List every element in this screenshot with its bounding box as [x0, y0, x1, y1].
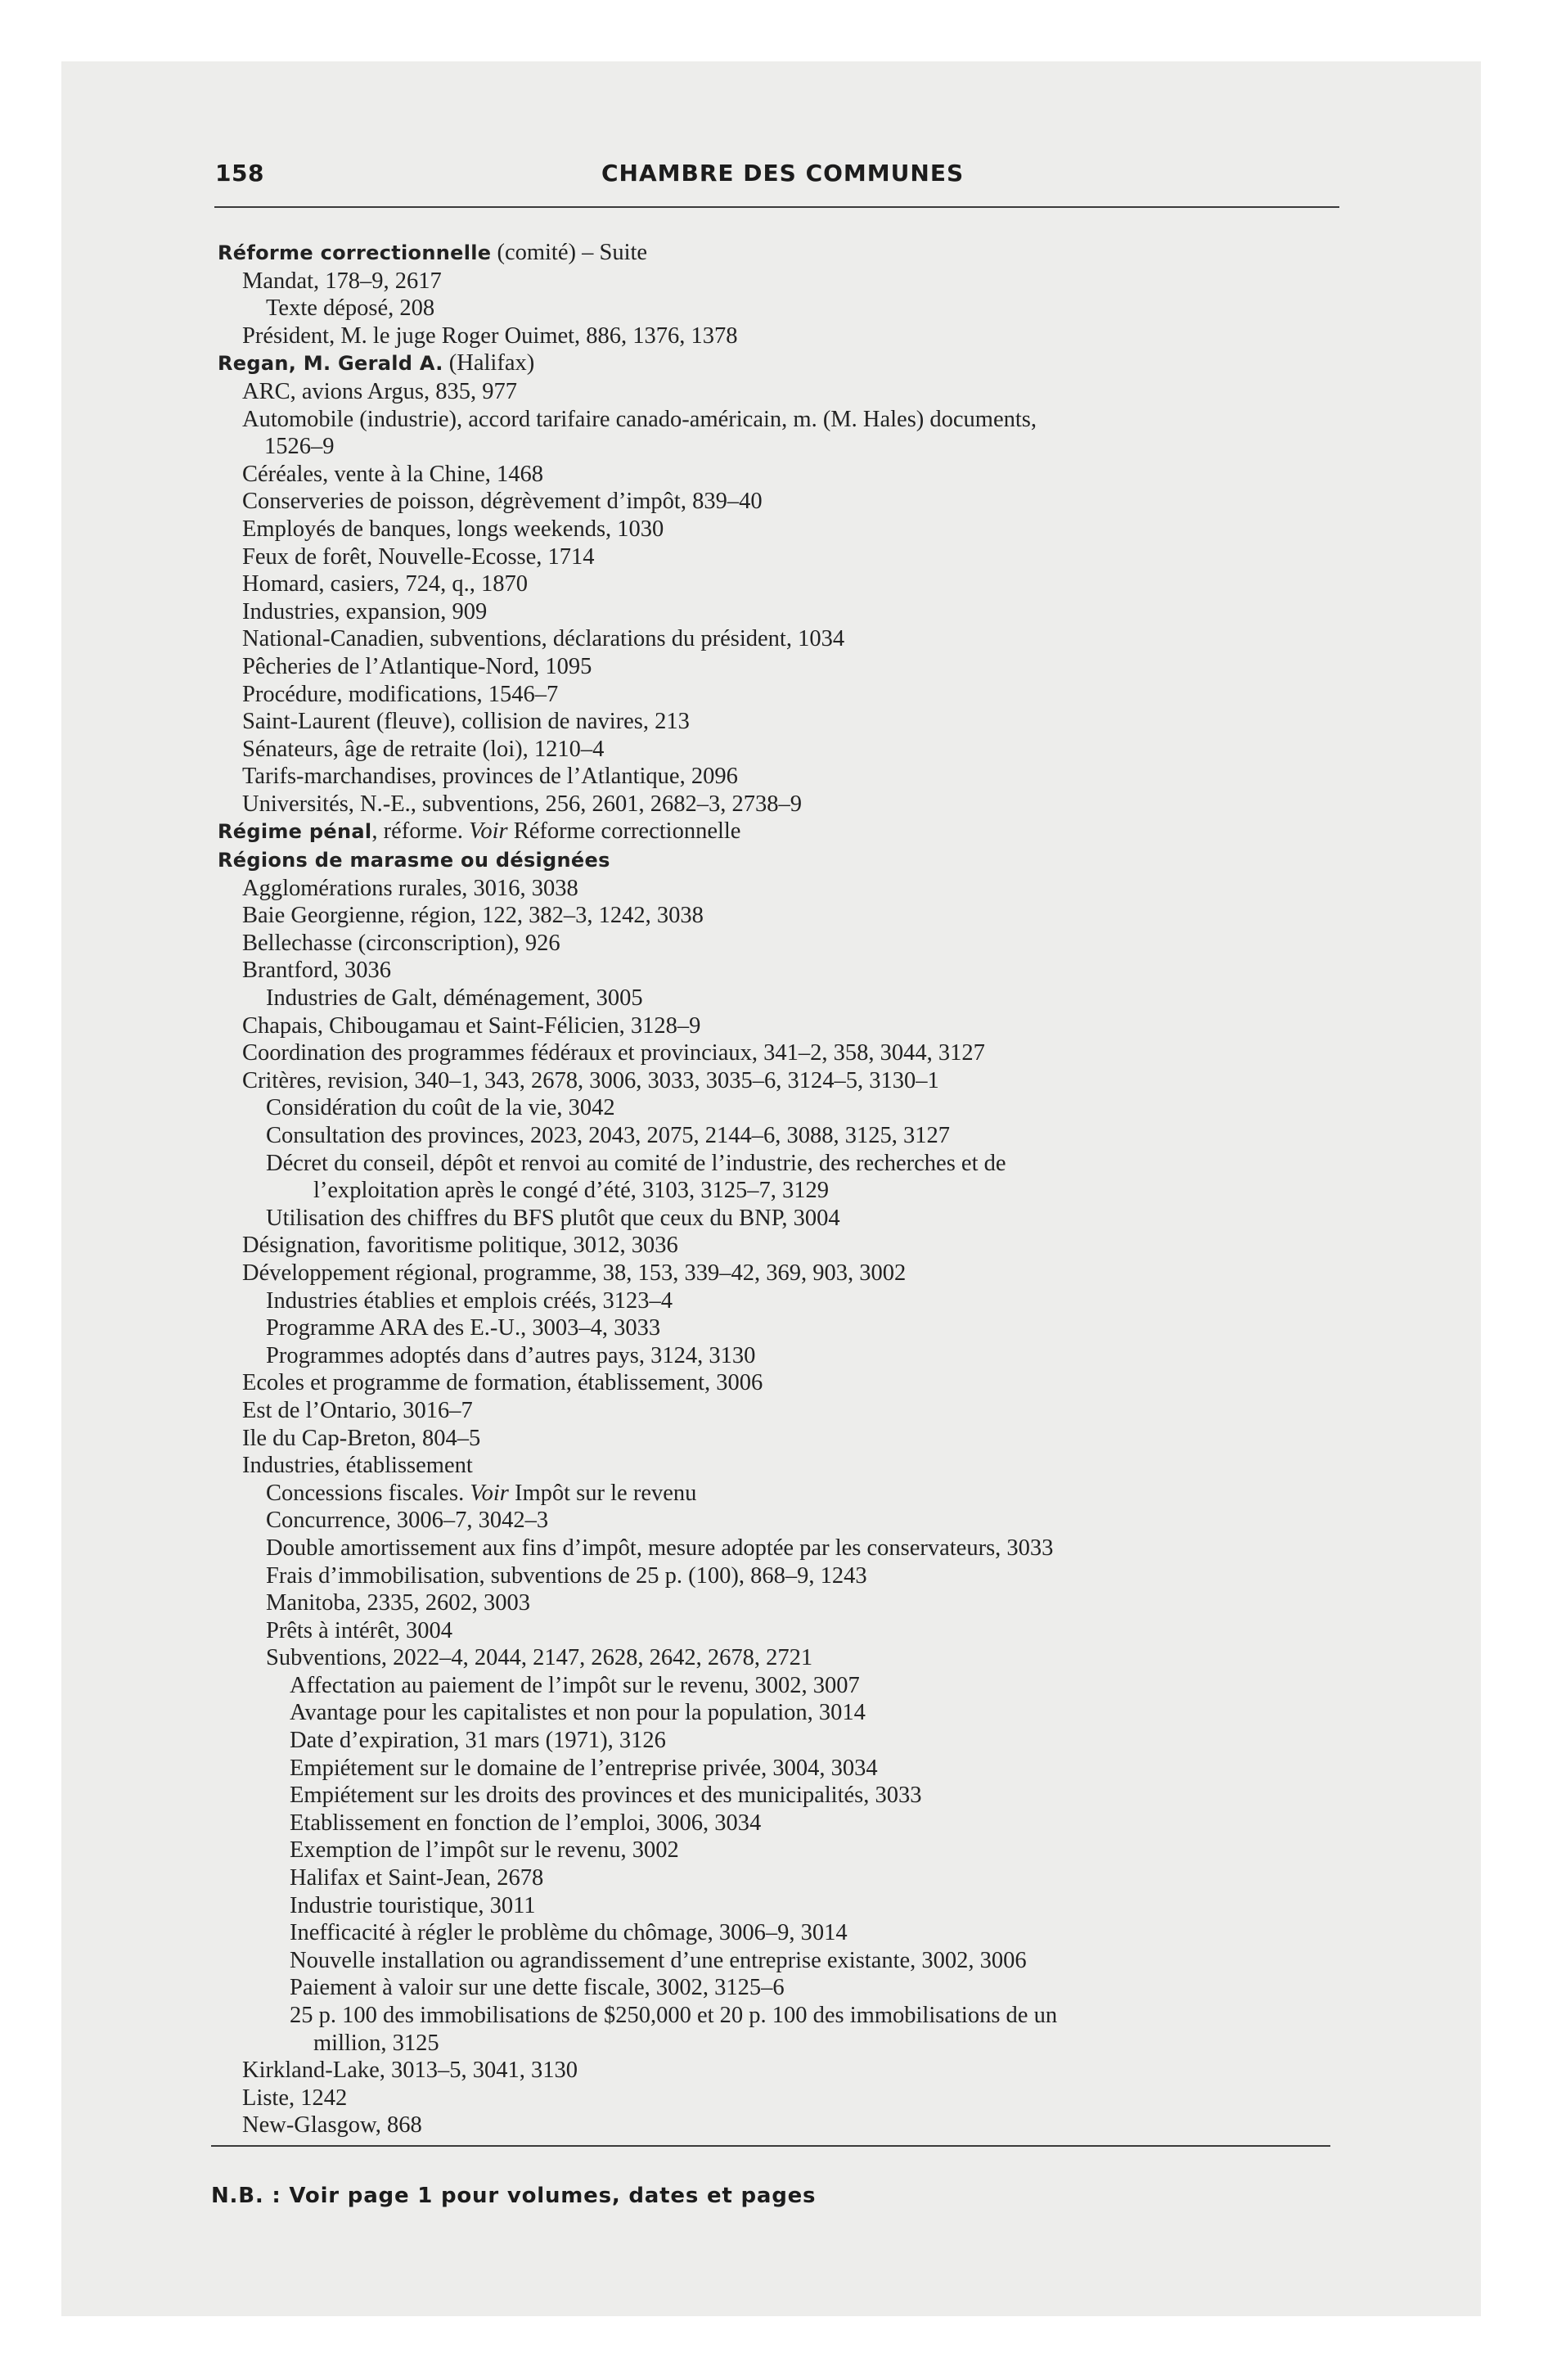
index-entry-text: (comité) – Suite — [491, 240, 648, 265]
index-subentry — [211, 1755, 1357, 1783]
index-entry-text: Inefficacité à régler le problème du chômage, 3006–9, 3014 — [290, 1920, 848, 1946]
index-subentry — [211, 516, 1357, 543]
index-subentry — [211, 1039, 1357, 1067]
index-subentry — [211, 1947, 1357, 1975]
index-heading-term: Réforme correctionnelle — [218, 241, 492, 264]
index-entry-text: Brantford, 3036 — [242, 958, 392, 984]
index-entry-text: Procédure, modifications, 1546–7 — [242, 681, 559, 707]
index-entry-text: Prêts à intérêt, 3004 — [266, 1617, 452, 1643]
index-entry-text: Développement régional, programme, 38, 153, 339–42, 369, 903, 3002 — [242, 1260, 907, 1286]
index-entry-text: Kirkland-Lake, 3013–5, 3041, 3130 — [242, 2058, 578, 2084]
index-entry-text: 1526–9 — [264, 434, 335, 460]
index-entry-text: ARC, avions Argus, 835, 977 — [242, 378, 517, 404]
index-subentry — [211, 433, 1357, 461]
index-subentry — [211, 378, 1357, 406]
index-entry-text: , réforme. — [371, 818, 470, 845]
index-entry-text: Ile du Cap-Breton, 804–5 — [242, 1425, 481, 1451]
index-subentry — [211, 543, 1357, 571]
index-subentry — [211, 1727, 1357, 1755]
index-entry-text: Universités, N.-E., subventions, 256, 2601, 2682–3, 2738–9 — [242, 791, 802, 817]
index-subentry — [211, 1535, 1357, 1562]
index-subentry — [211, 1425, 1357, 1453]
index-entry-text: Exemption de l’impôt sur le revenu, 3002 — [290, 1837, 679, 1864]
index-entry-text: million, 3125 — [313, 2030, 439, 2056]
index-subentry — [211, 1260, 1357, 1287]
index-entry-text: Pêcheries de l’Atlantique-Nord, 1095 — [242, 653, 592, 679]
index-entry-text: Homard, casiers, 724, q., 1870 — [242, 571, 529, 597]
index-subentry — [211, 681, 1357, 709]
index-subentry — [211, 1974, 1357, 2002]
index-subentry — [211, 653, 1357, 681]
index-entry-text: Baie Georgienne, région, 122, 382–3, 1242, 3038 — [242, 903, 704, 929]
index-entry-text: Président, M. le juge Roger Ouimet, 886, 1376, 1378 — [242, 322, 738, 349]
index-entry-text: New-Glasgow, 868 — [242, 2112, 422, 2139]
index-entry-text: Industrie touristique, 3011 — [290, 1892, 536, 1918]
index-entry-text: Critères, revision, 340–1, 343, 2678, 3006, 3033, 3035–6, 3124–5, 3130–1 — [242, 1067, 939, 1093]
page-number: 158 — [215, 160, 264, 187]
index-entry-text: Décret du conseil, dépôt et renvoi au comité de l’industrie, des recherches et de — [266, 1150, 1006, 1176]
index-subentry — [211, 1232, 1357, 1260]
index-subentry — [211, 708, 1357, 736]
index-subentry — [211, 295, 1357, 322]
index-entry-text: Double amortissement aux fins d’impôt, mesure adoptée par les conservateurs, 3033 — [266, 1535, 1054, 1561]
index-entry-text: Texte déposé, 208 — [266, 295, 435, 322]
index-subentry — [211, 598, 1357, 626]
index-entry-text: Consultation des provinces, 2023, 2043, 2075, 2144–6, 3088, 3125, 3127 — [266, 1123, 950, 1148]
index-subentry — [211, 2057, 1357, 2085]
index-subentry — [211, 1012, 1357, 1040]
index-entry-text: Empiétement sur les droits des provinces et des municipalités, 3033 — [290, 1783, 922, 1809]
index-entry-text: 25 p. 100 des immobilisations de $250,000 et 20 p. 100 des immobilisations de un — [290, 2003, 1058, 2028]
index-entry-text: Affectation au paiement de l’impôt sur le revenu, 3002, 3007 — [290, 1672, 860, 1698]
index-entry-text: Industries établies et emplois créés, 3123–4 — [266, 1287, 673, 1314]
index-entry-text: Est de l’Ontario, 3016–7 — [242, 1397, 473, 1423]
index-subentry — [211, 406, 1357, 434]
index-subentry — [211, 1919, 1357, 1947]
index-subentry — [211, 1150, 1357, 1178]
index-entry-text: Chapais, Chibougamau et Saint-Félicien, 3128–9 — [242, 1012, 701, 1039]
index-entry-text: l’exploitation après le congé d’été, 3103, 3125–7, 3129 — [313, 1178, 830, 1204]
index-subentry — [211, 570, 1357, 598]
index-subentry — [211, 736, 1357, 764]
index-entry-text: Manitoba, 2335, 2602, 3003 — [266, 1590, 530, 1616]
index-subentry — [211, 791, 1357, 818]
index-entry-text: Agglomérations rurales, 3016, 3038 — [242, 875, 578, 901]
footer-rule — [211, 2145, 1330, 2147]
index-subentry — [211, 1094, 1357, 1122]
index-subentry — [211, 1699, 1357, 1727]
index-subentry — [211, 2112, 1357, 2139]
index-subentry — [211, 1672, 1357, 1700]
index-subentry — [211, 1177, 1357, 1205]
index-entry-text: Feux de forêt, Nouvelle-Ecosse, 1714 — [242, 543, 595, 570]
page-title: CHAMBRE DES COMMUNES — [601, 160, 965, 187]
index-subentry — [211, 763, 1357, 791]
index-subentry — [211, 2085, 1357, 2112]
index-entry-text: Etablissement en fonction de l’emploi, 3006, 3034 — [290, 1810, 762, 1836]
index-heading-entry — [211, 846, 1357, 875]
index-entry-text: Nouvelle installation ou agrandissement d’une entreprise existante, 3002, 3006 — [290, 1947, 1027, 1973]
index-subentry — [211, 1810, 1357, 1837]
index-entries — [211, 239, 1357, 2139]
index-entry-text: Coordination des programmes fédéraux et provinciaux, 341–2, 358, 3044, 3127 — [242, 1040, 985, 1066]
index-subentry — [211, 488, 1357, 516]
index-entry-text: Date d’expiration, 31 mars (1971), 3126 — [290, 1728, 666, 1754]
index-entry-text: Céréales, vente à la Chine, 1468 — [242, 461, 543, 487]
index-subentry — [211, 1342, 1357, 1370]
index-subentry — [211, 957, 1357, 985]
index-entry-text: Sénateurs, âge de retraite (loi), 1210–4 — [242, 736, 605, 762]
index-entry-text: Empiétement sur le domaine de l’entreprise privée, 3004, 3034 — [290, 1755, 878, 1781]
index-heading-entry — [211, 818, 1357, 846]
index-subentry — [211, 1892, 1357, 1920]
index-subentry — [211, 2002, 1357, 2030]
index-subentry — [211, 1782, 1357, 1810]
index-entry-text: Avantage pour les capitalistes et non pour la population, 3014 — [290, 1700, 866, 1726]
index-subentry — [211, 1589, 1357, 1617]
index-subentry — [211, 1122, 1357, 1150]
index-entry-text: Saint-Laurent (fleuve), collision de navires, 213 — [242, 709, 690, 735]
index-heading-entry — [211, 349, 1357, 378]
index-entry-text: Conserveries de poisson, dégrèvement d’impôt, 839–40 — [242, 489, 763, 515]
index-entry-text: Automobile (industrie), accord tarifaire canado-américain, m. (M. Hales) documents, — [242, 406, 1037, 432]
index-subentry — [211, 268, 1357, 295]
index-subentry — [211, 1480, 1357, 1508]
index-subentry — [211, 985, 1357, 1012]
index-entry-text: Industries, établissement — [242, 1453, 473, 1479]
index-entry-text: Ecoles et programme de formation, établissement, 3006 — [242, 1370, 763, 1396]
index-subentry — [211, 1507, 1357, 1535]
index-entry-text: Paiement à valoir sur une dette fiscale, 3002, 3125–6 — [290, 1975, 785, 2001]
index-heading-entry — [211, 239, 1357, 268]
index-entry-text: Programmes adoptés dans d’autres pays, 3124, 3130 — [266, 1342, 756, 1368]
index-entry-text: Programme ARA des E.-U., 3003–4, 3033 — [266, 1315, 661, 1341]
index-entry-text: Frais d’immobilisation, subventions de 25 p. (100), 868–9, 1243 — [266, 1562, 867, 1589]
index-subentry — [211, 902, 1357, 930]
index-subentry — [211, 1617, 1357, 1645]
index-subentry — [211, 1644, 1357, 1672]
index-entry-text: Considération du coût de la vie, 3042 — [266, 1095, 615, 1121]
index-heading-term: Régions de marasme ou désignées — [218, 849, 610, 872]
index-cross-reference-word: Voir — [470, 1480, 509, 1506]
index-subentry — [211, 1397, 1357, 1425]
index-subentry — [211, 1287, 1357, 1315]
index-subentry — [211, 1562, 1357, 1590]
index-entry-text: Industries, expansion, 909 — [242, 598, 488, 624]
index-entry-text: Utilisation des chiffres du BFS plutôt que ceux du BNP, 3004 — [266, 1205, 840, 1231]
index-entry-text: Bellechasse (circonscription), 926 — [242, 930, 560, 956]
index-subentry — [211, 1864, 1357, 1892]
index-entry-text: Subventions, 2022–4, 2044, 2147, 2628, 2642, 2678, 2721 — [266, 1645, 813, 1671]
index-entry-text: Liste, 1242 — [242, 2085, 348, 2111]
footnote: N.B. : Voir page 1 pour volumes, dates et pages — [211, 2184, 817, 2208]
index-entry-text: Désignation, favoritisme politique, 3012, 3036 — [242, 1233, 678, 1259]
index-entry-text: Mandat, 178–9, 2617 — [242, 268, 442, 294]
index-subentry — [211, 1205, 1357, 1233]
index-entry-text: Concurrence, 3006–7, 3042–3 — [266, 1508, 549, 1534]
index-subentry — [211, 2030, 1357, 2058]
index-cross-reference-target: Réforme correctionnelle — [507, 818, 741, 845]
header-rule — [214, 206, 1339, 208]
index-cross-reference-target: Impôt sur le revenu — [508, 1480, 697, 1506]
index-entry-text: Concessions fiscales. — [266, 1480, 470, 1506]
index-entry-text: Industries de Galt, déménagement, 3005 — [266, 985, 643, 1012]
index-cross-reference-word: Voir — [469, 818, 508, 845]
index-entry-text: Employés de banques, longs weekends, 1030 — [242, 516, 664, 542]
index-subentry — [211, 461, 1357, 489]
index-subentry — [211, 1314, 1357, 1342]
index-subentry — [211, 625, 1357, 653]
index-entry-text: National-Canadien, subventions, déclarations du président, 1034 — [242, 626, 845, 652]
index-subentry — [211, 1369, 1357, 1397]
index-entry-text: Tarifs-marchandises, provinces de l’Atlantique, 2096 — [242, 764, 738, 790]
index-subentry — [211, 1837, 1357, 1864]
index-heading-term: Régime pénal — [218, 820, 372, 844]
index-subentry — [211, 930, 1357, 958]
index-entry-text: (Halifax) — [443, 350, 535, 376]
index-subentry — [211, 322, 1357, 350]
index-entry-text: Halifax et Saint-Jean, 2678 — [290, 1865, 544, 1891]
index-subentry — [211, 875, 1357, 903]
index-subentry — [211, 1067, 1357, 1095]
index-subentry — [211, 1452, 1357, 1480]
index-heading-term: Regan, M. Gerald A. — [218, 352, 443, 376]
